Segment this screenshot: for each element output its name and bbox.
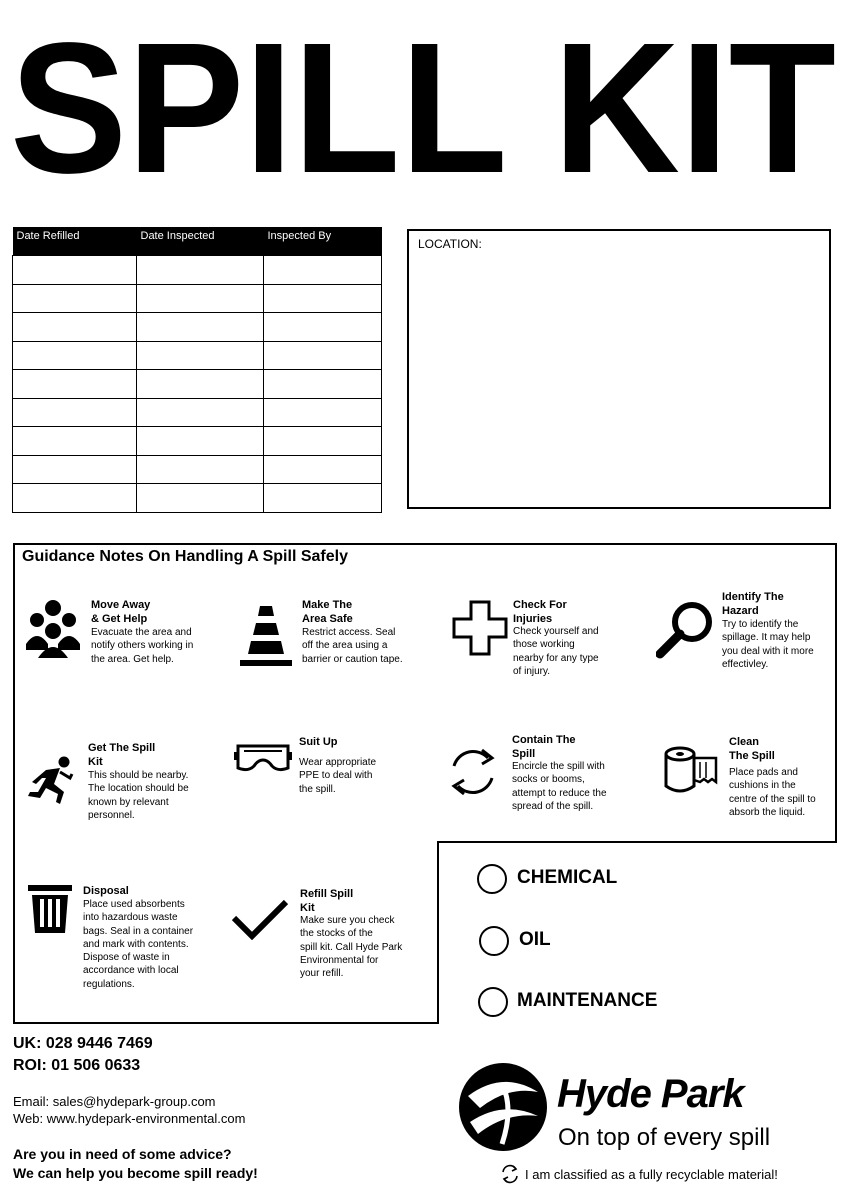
- trash-bin-icon: [28, 883, 72, 933]
- table-cell[interactable]: [13, 484, 137, 513]
- table-cell[interactable]: [264, 398, 382, 427]
- recycle-note: I am classified as a fully recyclable material!: [525, 1167, 778, 1182]
- checkbox-maintenance[interactable]: [478, 987, 508, 1017]
- category-maintenance: MAINTENANCE: [517, 990, 658, 1011]
- header-date-refilled: Date Refilled: [13, 227, 137, 256]
- table-cell[interactable]: [264, 427, 382, 456]
- phone-uk: UK: 028 9446 7469: [13, 1035, 153, 1052]
- table-cell[interactable]: [137, 256, 264, 285]
- table-cell[interactable]: [137, 313, 264, 342]
- table-cell[interactable]: [13, 455, 137, 484]
- table-row: [13, 484, 382, 513]
- table-row: [13, 313, 382, 342]
- step-title: Disposal: [83, 885, 129, 897]
- step-description: Try to identify the spillage. It may help you deal with it more effectivley.: [722, 619, 814, 670]
- page-title-text: SPILL KIT: [10, 14, 836, 194]
- advice-line-1: Are you in need of some advice?: [13, 1146, 232, 1162]
- step-description: Wear appropriate PPE to deal with the spill.: [299, 757, 377, 795]
- safety-goggles-icon: [234, 742, 292, 774]
- location-label: LOCATION:: [418, 237, 482, 251]
- step-description: Place used absorbents into hazardous waste bags. Seal in a container and mark with contents. Dispose of waste in accordance with local regulations.: [83, 899, 194, 990]
- step-description: Evacuate the area and notify others working in the area. Get help.: [91, 627, 194, 665]
- contact-web: Web: www.hydepark-environmental.com: [13, 1111, 246, 1126]
- checkbox-oil[interactable]: [479, 926, 509, 956]
- checkbox-chemical[interactable]: [477, 864, 507, 894]
- table-cell[interactable]: [13, 370, 137, 399]
- inspection-log-table: [12, 227, 382, 513]
- step-title: Check For Injuries: [513, 599, 567, 625]
- category-oil: OIL: [519, 929, 551, 950]
- brand-tagline: On top of every spill: [558, 1124, 771, 1151]
- step-description: Make sure you check the stocks of the spill kit. Call Hyde Park Environmental for your refill.: [300, 915, 403, 980]
- page-title: [10, 14, 838, 194]
- table-cell[interactable]: [137, 455, 264, 484]
- running-person-icon: [26, 756, 76, 804]
- step-description: This should be nearby. The location should be known by relevant personnel.: [88, 770, 189, 821]
- table-cell[interactable]: [264, 313, 382, 342]
- step-title: Move Away & Get Help: [91, 599, 151, 625]
- magnifier-icon: [656, 600, 716, 660]
- table-cell[interactable]: [137, 341, 264, 370]
- hyde-park-logo-icon: [458, 1062, 548, 1152]
- table-cell[interactable]: [13, 427, 137, 456]
- step-title: Refill Spill Kit: [300, 888, 354, 914]
- people-group-icon: [26, 598, 80, 660]
- step-description: Encircle the spill with socks or booms, attempt to reduce the spread of the spill.: [512, 761, 607, 812]
- table-cell[interactable]: [137, 484, 264, 513]
- step-description: Restrict access. Seal off the area using a barrier or caution tape.: [302, 627, 403, 665]
- table-row: [13, 398, 382, 427]
- table-cell[interactable]: [13, 341, 137, 370]
- phone-roi: ROI: 01 506 0633: [13, 1057, 141, 1074]
- table-cell[interactable]: [264, 256, 382, 285]
- contact-email: Email: sales@hydepark-group.com: [13, 1094, 216, 1109]
- table-cell[interactable]: [13, 313, 137, 342]
- step-title: Identify The Hazard: [722, 591, 784, 617]
- table-cell[interactable]: [137, 284, 264, 313]
- table-cell[interactable]: [137, 398, 264, 427]
- traffic-cone-icon: [240, 606, 292, 666]
- table-cell[interactable]: [137, 370, 264, 399]
- table-row: [13, 370, 382, 399]
- brand-name: Hyde Park: [557, 1072, 744, 1116]
- table-cell[interactable]: [264, 341, 382, 370]
- checkmark-icon: [232, 898, 288, 940]
- category-chemical: CHEMICAL: [517, 867, 618, 888]
- step-title: Contain The Spill: [512, 734, 576, 760]
- table-row: [13, 284, 382, 313]
- step-description: Check yourself and those working nearby for any type of injury.: [513, 626, 599, 677]
- step-description: Place pads and cushions in the centre of the spill to absorb the liquid.: [729, 767, 816, 818]
- table-cell[interactable]: [264, 370, 382, 399]
- step-title: Suit Up: [299, 736, 338, 748]
- table-row: [13, 341, 382, 370]
- step-title: Make The Area Safe: [302, 599, 353, 625]
- table-cell[interactable]: [137, 427, 264, 456]
- recycle-icon: [500, 1164, 520, 1184]
- step-title: Get The Spill Kit: [88, 742, 156, 768]
- table-cell[interactable]: [13, 256, 137, 285]
- table-cell[interactable]: [264, 455, 382, 484]
- medical-cross-icon: [452, 600, 508, 656]
- refresh-arrows-icon: [448, 746, 498, 798]
- table-header-row: [13, 227, 382, 256]
- table-cell[interactable]: [13, 284, 137, 313]
- header-inspected-by: Inspected By: [264, 227, 382, 256]
- table-row: [13, 256, 382, 285]
- advice-line-2: We can help you become spill ready!: [13, 1165, 258, 1181]
- table-cell[interactable]: [264, 484, 382, 513]
- step-title: Clean The Spill: [729, 736, 775, 762]
- table-row: [13, 427, 382, 456]
- table-row: [13, 455, 382, 484]
- table-cell[interactable]: [13, 398, 137, 427]
- paper-roll-icon: [662, 746, 722, 796]
- header-date-inspected: Date Inspected: [137, 227, 264, 256]
- location-box: [407, 229, 831, 509]
- table-cell[interactable]: [264, 284, 382, 313]
- guidance-title: Guidance Notes On Handling A Spill Safely: [22, 548, 348, 565]
